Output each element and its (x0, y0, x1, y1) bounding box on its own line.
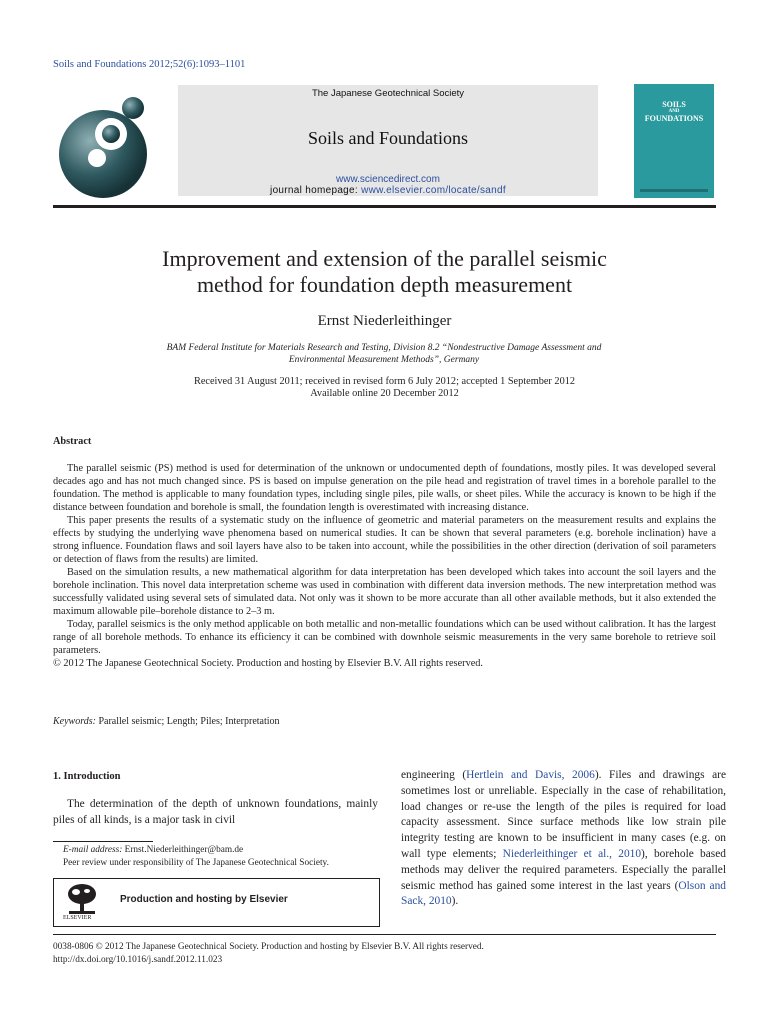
citation-link-hertlein[interactable]: Hertlein and Davis, 2006 (466, 769, 595, 781)
intro-text-part-4: ). (451, 895, 459, 908)
cover-title (634, 101, 714, 123)
title-line-1: Improvement and extension of the parallel seismic (162, 246, 607, 271)
elsevier-hosting-text: Production and hosting by Elsevier (120, 894, 288, 905)
footnote-rule (53, 841, 153, 842)
received-dates: Received 31 August 2011; received in revised form 6 July 2012; accepted 1 September 2012 (193, 376, 576, 387)
title-line-2: method for foundation depth measurement (196, 272, 573, 297)
available-online: Available online 20 December 2012 (310, 388, 459, 399)
elsevier-hosting-box (53, 878, 380, 927)
sciencedirect-link[interactable]: www.sciencedirect.com (336, 174, 440, 185)
citation-link-niederleithinger[interactable]: Niederleithinger et al., 2010 (502, 847, 642, 860)
journal-cover-image (634, 84, 714, 198)
author-affiliation (120, 342, 648, 366)
intro-text-part-1: engineering ( (401, 769, 467, 781)
abstract-heading: Abstract (53, 436, 92, 447)
email-address[interactable]: Ernst.Niederleithinger@bam.de (122, 845, 244, 855)
journal-title: Soils and Foundations (307, 128, 468, 148)
footnotes (53, 844, 393, 870)
intro-text-part-2: ). Files and drawings are sometimes lost or unreliable. Especially in the case of rehabilitation, load changes or re-use the length of the piles is required for load capacity assessment. Since surface methods like low strain pile integrity testing are known to be insufficient in many cases (e.g. on wall type elements; (401, 769, 727, 860)
society-name: The Japanese Geotechnical Society (311, 88, 465, 99)
article-title (53, 246, 716, 298)
elsevier-wordmark: ELSEVIER (63, 915, 92, 921)
keywords (53, 716, 280, 727)
journal-homepage (178, 185, 598, 196)
journal-logo-icon (55, 96, 171, 200)
email-label: E-mail address: (63, 845, 123, 855)
author-name: Ernst Niederleithinger (317, 313, 452, 329)
citation-link-olson[interactable]: Olson and Sack, 2010 (401, 879, 726, 908)
header-rule (53, 205, 716, 208)
cover-line-foundations: FOUNDATIONS (644, 114, 704, 123)
abstract-body (53, 462, 716, 670)
cover-footer-strip (640, 189, 708, 192)
footer (53, 941, 484, 967)
elsevier-tree-icon (66, 882, 98, 916)
keywords-label: Keywords: (53, 716, 96, 727)
journal-banner (178, 85, 598, 196)
homepage-label: journal homepage: (270, 185, 362, 196)
abstract-copyright: © 2012 The Japanese Geotechnical Society. Production and hosting by Elsevier B.V. All rights reserved. (53, 658, 484, 669)
abstract-paragraph-3: Based on the simulation results, a new mathematical algorithm for data interpretation has been developed which takes into account the soil layers and the borehole inclination. This novel data interpretation scheme was used in combination with different data inversion methods. The new interpretation method was successfully validated using several sets of simulated data. Not only was it shown to be more accurate than all other available methods, but it also extended the maximum allowable pile–borehole distance to 2–3 m. (53, 567, 716, 617)
intro-text-left: The determination of the depth of unknown foundations, mainly piles of all kinds, is a major task in civil (53, 798, 378, 826)
journal-citation[interactable]: Soils and Foundations 2012;52(6):1093–1101 (53, 59, 246, 70)
affiliation-line-2: Environmental Measurement Methods”, Germany (288, 355, 480, 365)
issn-copyright: 0038-0806 © 2012 The Japanese Geotechnical Society. Production and hosting by Elsevier B.V. All rights reserved. (53, 942, 484, 952)
keywords-list: Parallel seismic; Length; Piles; Interpretation (95, 716, 280, 727)
abstract-paragraph-2: This paper presents the results of a systematic study on the influence of geometric and material parameters on the measurement results and explains the effects by studying the underlying wave phenomena based on numerical studies. It can be shown that several parameters (e.g. borehole inclination) have a strong influence. Foundation flaws and soil layers have also to be taken into account, while the possibilities in the other direction (derivation of soil parameters or detection of flaws from the results) are limited. (53, 515, 716, 565)
cover-line-and: AND (668, 109, 680, 114)
email-footnote (53, 844, 393, 857)
section-heading-introduction: 1. Introduction (53, 771, 121, 782)
intro-text-right (401, 768, 726, 910)
affiliation-line-1: BAM Federal Institute for Materials Research and Testing, Division 8.2 “Nondestructive Damage Assessment and (166, 343, 602, 353)
peer-review-footnote: Peer review under responsibility of The Japanese Geotechnical Society. (63, 858, 329, 868)
footer-rule (53, 934, 716, 935)
homepage-link[interactable]: www.elsevier.com/locate/sandf (361, 185, 506, 196)
abstract-paragraph-1: The parallel seismic (PS) method is used for determination of the unknown or undocumented depth of foundations, mostly piles. It was developed several decades ago and has not much changed since. PS is based on impulse generation on the pile head and registration of travel times in a borehole parallel to the foundation. The method is applicable to many foundation types, including single piles, pile walls, or sheet piles. While the accuracy is known to be high if the distance between foundation and borehole is small, the foundation length is overestimated with increasing distance. (53, 463, 716, 513)
cover-line-soils: SOILS (662, 100, 686, 109)
doi-link[interactable]: http://dx.doi.org/10.1016/j.sandf.2012.11.023 (53, 955, 223, 965)
article-dates (53, 376, 716, 400)
abstract-paragraph-4: Today, parallel seismics is the only method applicable on both metallic and non-metallic foundations which can be used without calibration. It has the largest range of all borehole methods. To enhance its efficiency it can be combined with downhole seismic measurements in the very same borehole to retrieve soil parameters. (53, 619, 716, 656)
intro-text-part-3: ), borehole based methods may deliver the required parameters. Especially the parallel seismic method has gained some interest in the last years ( (401, 847, 726, 892)
